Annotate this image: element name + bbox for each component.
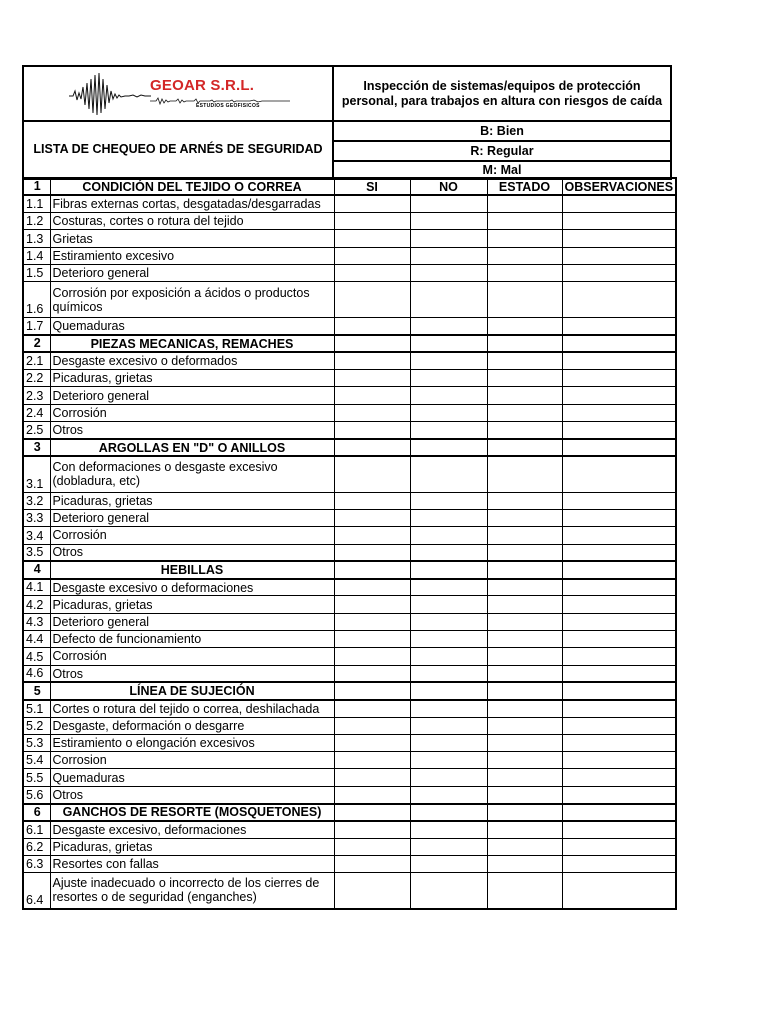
checklist-item-row — [23, 247, 676, 264]
item-number: 6.2 — [23, 838, 50, 855]
no-cell[interactable] — [410, 700, 487, 717]
observaciones-cell[interactable] — [562, 404, 676, 421]
item-number: 1.7 — [23, 318, 50, 335]
item-number: 2.5 — [23, 422, 50, 439]
si-cell[interactable] — [334, 247, 410, 264]
observaciones-cell[interactable] — [562, 769, 676, 786]
observaciones-cell[interactable] — [562, 821, 676, 838]
item-description: Desgaste excesivo o deformaciones — [50, 579, 334, 596]
estado-cell[interactable] — [487, 579, 562, 596]
estado-cell[interactable] — [487, 717, 562, 734]
si-cell[interactable] — [334, 579, 410, 596]
column-header-cell — [562, 335, 676, 352]
checklist-item-row — [23, 492, 676, 509]
checklist-item-row — [23, 631, 676, 648]
si-cell[interactable] — [334, 404, 410, 421]
column-header-cell — [487, 439, 562, 456]
item-description: Otros — [50, 665, 334, 682]
checklist-item-row — [23, 527, 676, 544]
no-cell[interactable] — [410, 648, 487, 665]
item-description: Desgaste excesivo, deformaciones — [50, 821, 334, 838]
estado-cell[interactable] — [487, 734, 562, 751]
estado-cell[interactable] — [487, 648, 562, 665]
item-number: 5.1 — [23, 700, 50, 717]
si-cell[interactable] — [334, 282, 410, 318]
checklist-item-row — [23, 404, 676, 421]
observaciones-cell[interactable] — [562, 873, 676, 909]
estado-cell[interactable] — [487, 404, 562, 421]
si-cell[interactable] — [334, 527, 410, 544]
no-cell[interactable] — [410, 247, 487, 264]
checklist-item-row — [23, 544, 676, 561]
checklist-item-row — [23, 786, 676, 803]
column-header-cell: ESTADO — [487, 178, 562, 195]
estado-cell[interactable] — [487, 509, 562, 526]
section-title: CONDICIÓN DEL TEJIDO O CORREA — [50, 178, 334, 195]
observaciones-cell[interactable] — [562, 752, 676, 769]
estado-cell[interactable] — [487, 873, 562, 909]
item-description: Deterioro general — [50, 387, 334, 404]
item-number: 1.6 — [23, 282, 50, 318]
observaciones-cell[interactable] — [562, 734, 676, 751]
observaciones-cell[interactable] — [562, 247, 676, 264]
estado-cell[interactable] — [487, 230, 562, 247]
legend-mal: M: Mal — [332, 162, 672, 180]
no-cell[interactable] — [410, 404, 487, 421]
checklist-item-row — [23, 230, 676, 247]
estado-cell[interactable] — [487, 492, 562, 509]
estado-cell[interactable] — [487, 786, 562, 803]
column-header-cell — [562, 682, 676, 699]
checklist-item-row — [23, 613, 676, 630]
item-description: Corrosión — [50, 527, 334, 544]
column-header-cell: OBSERVACIONES — [562, 178, 676, 195]
column-header-cell — [410, 335, 487, 352]
observaciones-cell[interactable] — [562, 544, 676, 561]
item-number: 2.2 — [23, 370, 50, 387]
observaciones-cell[interactable] — [562, 318, 676, 335]
section-title: ARGOLLAS EN "D" O ANILLOS — [50, 439, 334, 456]
estado-cell[interactable] — [487, 752, 562, 769]
section-title: LÍNEA DE SUJECIÓN — [50, 682, 334, 699]
estado-cell[interactable] — [487, 282, 562, 318]
item-number: 1.2 — [23, 213, 50, 230]
item-description: Deterioro general — [50, 509, 334, 526]
no-cell[interactable] — [410, 769, 487, 786]
section-title: PIEZAS MECANICAS, REMACHES — [50, 335, 334, 352]
item-description: Deterioro general — [50, 264, 334, 281]
item-number: 4.6 — [23, 665, 50, 682]
item-description: Fibras externas cortas, desgatadas/desgarradas — [50, 195, 334, 212]
section-header-row — [23, 335, 676, 352]
item-number: 5.6 — [23, 786, 50, 803]
no-cell[interactable] — [410, 631, 487, 648]
section-number: 2 — [23, 335, 50, 352]
item-number: 3.4 — [23, 527, 50, 544]
checklist-item-row — [23, 752, 676, 769]
si-cell[interactable] — [334, 492, 410, 509]
si-cell[interactable] — [334, 318, 410, 335]
checklist-item-row — [23, 370, 676, 387]
item-description: Corrosión — [50, 648, 334, 665]
si-cell[interactable] — [334, 752, 410, 769]
observaciones-cell[interactable] — [562, 282, 676, 318]
section-header-row — [23, 561, 676, 578]
no-cell[interactable] — [410, 509, 487, 526]
si-cell[interactable] — [334, 195, 410, 212]
checklist-item-row — [23, 213, 676, 230]
item-description: Otros — [50, 544, 334, 561]
estado-cell[interactable] — [487, 665, 562, 682]
estado-cell[interactable] — [487, 821, 562, 838]
estado-cell[interactable] — [487, 422, 562, 439]
item-number: 6.4 — [23, 873, 50, 909]
item-description: Otros — [50, 786, 334, 803]
logo-cell — [22, 65, 334, 122]
estado-cell[interactable] — [487, 318, 562, 335]
company-subtitle: ESTUDIOS GEOFISICOS — [196, 103, 260, 109]
item-number: 1.3 — [23, 230, 50, 247]
checklist-item-row — [23, 665, 676, 682]
estado-cell[interactable] — [487, 456, 562, 492]
item-number: 3.1 — [23, 456, 50, 492]
no-cell[interactable] — [410, 370, 487, 387]
item-description: Picaduras, grietas — [50, 596, 334, 613]
observaciones-cell[interactable] — [562, 838, 676, 855]
no-cell[interactable] — [410, 717, 487, 734]
column-header-cell — [410, 682, 487, 699]
section-number: 5 — [23, 682, 50, 699]
item-description: Quemaduras — [50, 318, 334, 335]
item-number: 3.2 — [23, 492, 50, 509]
observaciones-cell[interactable] — [562, 579, 676, 596]
column-header-cell — [562, 804, 676, 821]
item-number: 4.4 — [23, 631, 50, 648]
item-description: Corrosión — [50, 404, 334, 421]
item-description: Costuras, cortes o rotura del tejido — [50, 213, 334, 230]
checklist-item-row — [23, 456, 676, 492]
observaciones-cell[interactable] — [562, 855, 676, 872]
observaciones-cell[interactable] — [562, 786, 676, 803]
si-cell[interactable] — [334, 596, 410, 613]
checklist-item-row — [23, 734, 676, 751]
column-header-cell — [487, 682, 562, 699]
item-number: 5.5 — [23, 769, 50, 786]
item-number: 6.3 — [23, 855, 50, 872]
observaciones-cell[interactable] — [562, 422, 676, 439]
no-cell[interactable] — [410, 752, 487, 769]
estado-cell[interactable] — [487, 596, 562, 613]
no-cell[interactable] — [410, 544, 487, 561]
si-cell[interactable] — [334, 631, 410, 648]
si-cell[interactable] — [334, 648, 410, 665]
column-header-cell — [334, 682, 410, 699]
estado-cell[interactable] — [487, 769, 562, 786]
item-number: 1.5 — [23, 264, 50, 281]
item-description: Otros — [50, 422, 334, 439]
item-description: Picaduras, grietas — [50, 370, 334, 387]
section-number: 6 — [23, 804, 50, 821]
no-cell[interactable] — [410, 230, 487, 247]
estado-cell[interactable] — [487, 631, 562, 648]
observaciones-cell[interactable] — [562, 456, 676, 492]
section-header-row — [23, 178, 676, 195]
column-header-cell — [334, 561, 410, 578]
legend-regular: R: Regular — [332, 142, 672, 162]
item-description: Resortes con fallas — [50, 855, 334, 872]
checklist-item-row — [23, 873, 676, 909]
column-header-cell — [487, 804, 562, 821]
checklist-item-row — [23, 579, 676, 596]
company-name: GEOAR S.R.L. — [150, 77, 255, 94]
item-number: 3.3 — [23, 509, 50, 526]
section-number: 4 — [23, 561, 50, 578]
checklist-item-row — [23, 509, 676, 526]
checklist-item-row — [23, 264, 676, 281]
checklist-item-row — [23, 648, 676, 665]
column-header-cell: SI — [334, 178, 410, 195]
no-cell[interactable] — [410, 527, 487, 544]
estado-cell[interactable] — [487, 838, 562, 855]
no-cell[interactable] — [410, 492, 487, 509]
checklist-item-row — [23, 769, 676, 786]
observaciones-cell[interactable] — [562, 264, 676, 281]
checklist-item-row — [23, 855, 676, 872]
estado-cell[interactable] — [487, 213, 562, 230]
si-cell[interactable] — [334, 665, 410, 682]
section-header-row — [23, 804, 676, 821]
item-number: 4.2 — [23, 596, 50, 613]
seismograph-logo-icon — [69, 69, 151, 119]
harness-checklist-table — [22, 177, 677, 910]
item-number: 6.1 — [23, 821, 50, 838]
observaciones-cell[interactable] — [562, 700, 676, 717]
item-number: 5.4 — [23, 752, 50, 769]
column-header-cell — [410, 561, 487, 578]
item-description: Estiramiento excesivo — [50, 247, 334, 264]
checklist-item-row — [23, 838, 676, 855]
no-cell[interactable] — [410, 422, 487, 439]
item-number: 5.3 — [23, 734, 50, 751]
si-cell[interactable] — [334, 370, 410, 387]
column-header-cell — [487, 335, 562, 352]
item-number: 4.3 — [23, 613, 50, 630]
item-description: Desgaste excesivo o deformados — [50, 352, 334, 369]
checklist-item-row — [23, 352, 676, 369]
checklist-item-row — [23, 195, 676, 212]
item-description: Estiramiento o elongación excesivos — [50, 734, 334, 751]
column-header-cell — [562, 439, 676, 456]
checklist-item-row — [23, 282, 676, 318]
section-title: HEBILLAS — [50, 561, 334, 578]
column-header-cell — [334, 335, 410, 352]
section-header-row — [23, 439, 676, 456]
si-cell[interactable] — [334, 734, 410, 751]
no-cell[interactable] — [410, 786, 487, 803]
no-cell[interactable] — [410, 456, 487, 492]
item-number: 4.5 — [23, 648, 50, 665]
item-description: Picaduras, grietas — [50, 492, 334, 509]
observaciones-cell[interactable] — [562, 352, 676, 369]
section-header-row — [23, 682, 676, 699]
si-cell[interactable] — [334, 422, 410, 439]
estado-cell[interactable] — [487, 352, 562, 369]
no-cell[interactable] — [410, 665, 487, 682]
item-description: Quemaduras — [50, 769, 334, 786]
item-description: Corrosión por exposición a ácidos o productos químicos — [50, 282, 334, 318]
no-cell[interactable] — [410, 195, 487, 212]
observaciones-cell[interactable] — [562, 370, 676, 387]
item-description: Defecto de funcionamiento — [50, 631, 334, 648]
estado-cell[interactable] — [487, 613, 562, 630]
observaciones-cell[interactable] — [562, 613, 676, 630]
observaciones-cell[interactable] — [562, 596, 676, 613]
column-header-cell: NO — [410, 178, 487, 195]
checklist-item-row — [23, 318, 676, 335]
si-cell[interactable] — [334, 855, 410, 872]
column-header-cell — [410, 804, 487, 821]
si-cell[interactable] — [334, 264, 410, 281]
no-cell[interactable] — [410, 838, 487, 855]
si-cell[interactable] — [334, 717, 410, 734]
si-cell[interactable] — [334, 456, 410, 492]
section-title: GANCHOS DE RESORTE (MOSQUETONES) — [50, 804, 334, 821]
si-cell[interactable] — [334, 786, 410, 803]
no-cell[interactable] — [410, 387, 487, 404]
item-description: Ajuste inadecuado o incorrecto de los cierres de resortes o de seguridad (enganches) — [50, 873, 334, 909]
checklist-item-row — [23, 700, 676, 717]
no-cell[interactable] — [410, 318, 487, 335]
estado-cell[interactable] — [487, 527, 562, 544]
item-description: Corrosion — [50, 752, 334, 769]
si-cell[interactable] — [334, 873, 410, 909]
no-cell[interactable] — [410, 855, 487, 872]
item-number: 3.5 — [23, 544, 50, 561]
estado-cell[interactable] — [487, 700, 562, 717]
checklist-item-row — [23, 821, 676, 838]
no-cell[interactable] — [410, 264, 487, 281]
item-number: 2.1 — [23, 352, 50, 369]
estado-cell[interactable] — [487, 387, 562, 404]
item-number: 2.4 — [23, 404, 50, 421]
no-cell[interactable] — [410, 821, 487, 838]
document-title: Inspección de sistemas/equipos de protección personal, para trabajos en altura con riesgos de caída — [332, 65, 672, 122]
estado-cell[interactable] — [487, 195, 562, 212]
si-cell[interactable] — [334, 769, 410, 786]
checklist-item-row — [23, 717, 676, 734]
item-number: 5.2 — [23, 717, 50, 734]
no-cell[interactable] — [410, 873, 487, 909]
checklist-item-row — [23, 422, 676, 439]
observaciones-cell[interactable] — [562, 492, 676, 509]
observaciones-cell[interactable] — [562, 665, 676, 682]
estado-cell[interactable] — [487, 370, 562, 387]
observaciones-cell[interactable] — [562, 648, 676, 665]
si-cell[interactable] — [334, 352, 410, 369]
item-description: Desgaste, deformación o desgarre — [50, 717, 334, 734]
section-number: 1 — [23, 178, 50, 195]
section-number: 3 — [23, 439, 50, 456]
observaciones-cell[interactable] — [562, 717, 676, 734]
observaciones-cell[interactable] — [562, 527, 676, 544]
item-description: Con deformaciones o desgaste excesivo (dobladura, etc) — [50, 456, 334, 492]
si-cell[interactable] — [334, 700, 410, 717]
item-description: Deterioro general — [50, 613, 334, 630]
item-number: 2.3 — [23, 387, 50, 404]
si-cell[interactable] — [334, 838, 410, 855]
si-cell[interactable] — [334, 387, 410, 404]
si-cell[interactable] — [334, 213, 410, 230]
si-cell[interactable] — [334, 613, 410, 630]
column-header-cell — [334, 439, 410, 456]
checklist-item-row — [23, 596, 676, 613]
observaciones-cell[interactable] — [562, 213, 676, 230]
checklist-item-row — [23, 387, 676, 404]
no-cell[interactable] — [410, 579, 487, 596]
no-cell[interactable] — [410, 596, 487, 613]
column-header-cell — [410, 439, 487, 456]
checklist-title: LISTA DE CHEQUEO DE ARNÉS DE SEGURIDAD — [22, 120, 334, 180]
document-header — [22, 65, 672, 180]
column-header-cell — [487, 561, 562, 578]
si-cell[interactable] — [334, 821, 410, 838]
no-cell[interactable] — [410, 613, 487, 630]
item-number: 1.4 — [23, 247, 50, 264]
item-number: 4.1 — [23, 579, 50, 596]
no-cell[interactable] — [410, 734, 487, 751]
observaciones-cell[interactable] — [562, 230, 676, 247]
observaciones-cell[interactable] — [562, 509, 676, 526]
observaciones-cell[interactable] — [562, 631, 676, 648]
no-cell[interactable] — [410, 213, 487, 230]
estado-cell[interactable] — [487, 544, 562, 561]
no-cell[interactable] — [410, 282, 487, 318]
estado-cell[interactable] — [487, 264, 562, 281]
column-header-cell — [334, 804, 410, 821]
item-description: Cortes o rotura del tejido o correa, deshilachada — [50, 700, 334, 717]
item-description: Picaduras, grietas — [50, 838, 334, 855]
si-cell[interactable] — [334, 230, 410, 247]
si-cell[interactable] — [334, 544, 410, 561]
no-cell[interactable] — [410, 352, 487, 369]
si-cell[interactable] — [334, 509, 410, 526]
observaciones-cell[interactable] — [562, 387, 676, 404]
item-number: 1.1 — [23, 195, 50, 212]
item-description: Grietas — [50, 230, 334, 247]
column-header-cell — [562, 561, 676, 578]
estado-cell[interactable] — [487, 855, 562, 872]
legend-bien: B: Bien — [332, 120, 672, 142]
observaciones-cell[interactable] — [562, 195, 676, 212]
estado-cell[interactable] — [487, 247, 562, 264]
